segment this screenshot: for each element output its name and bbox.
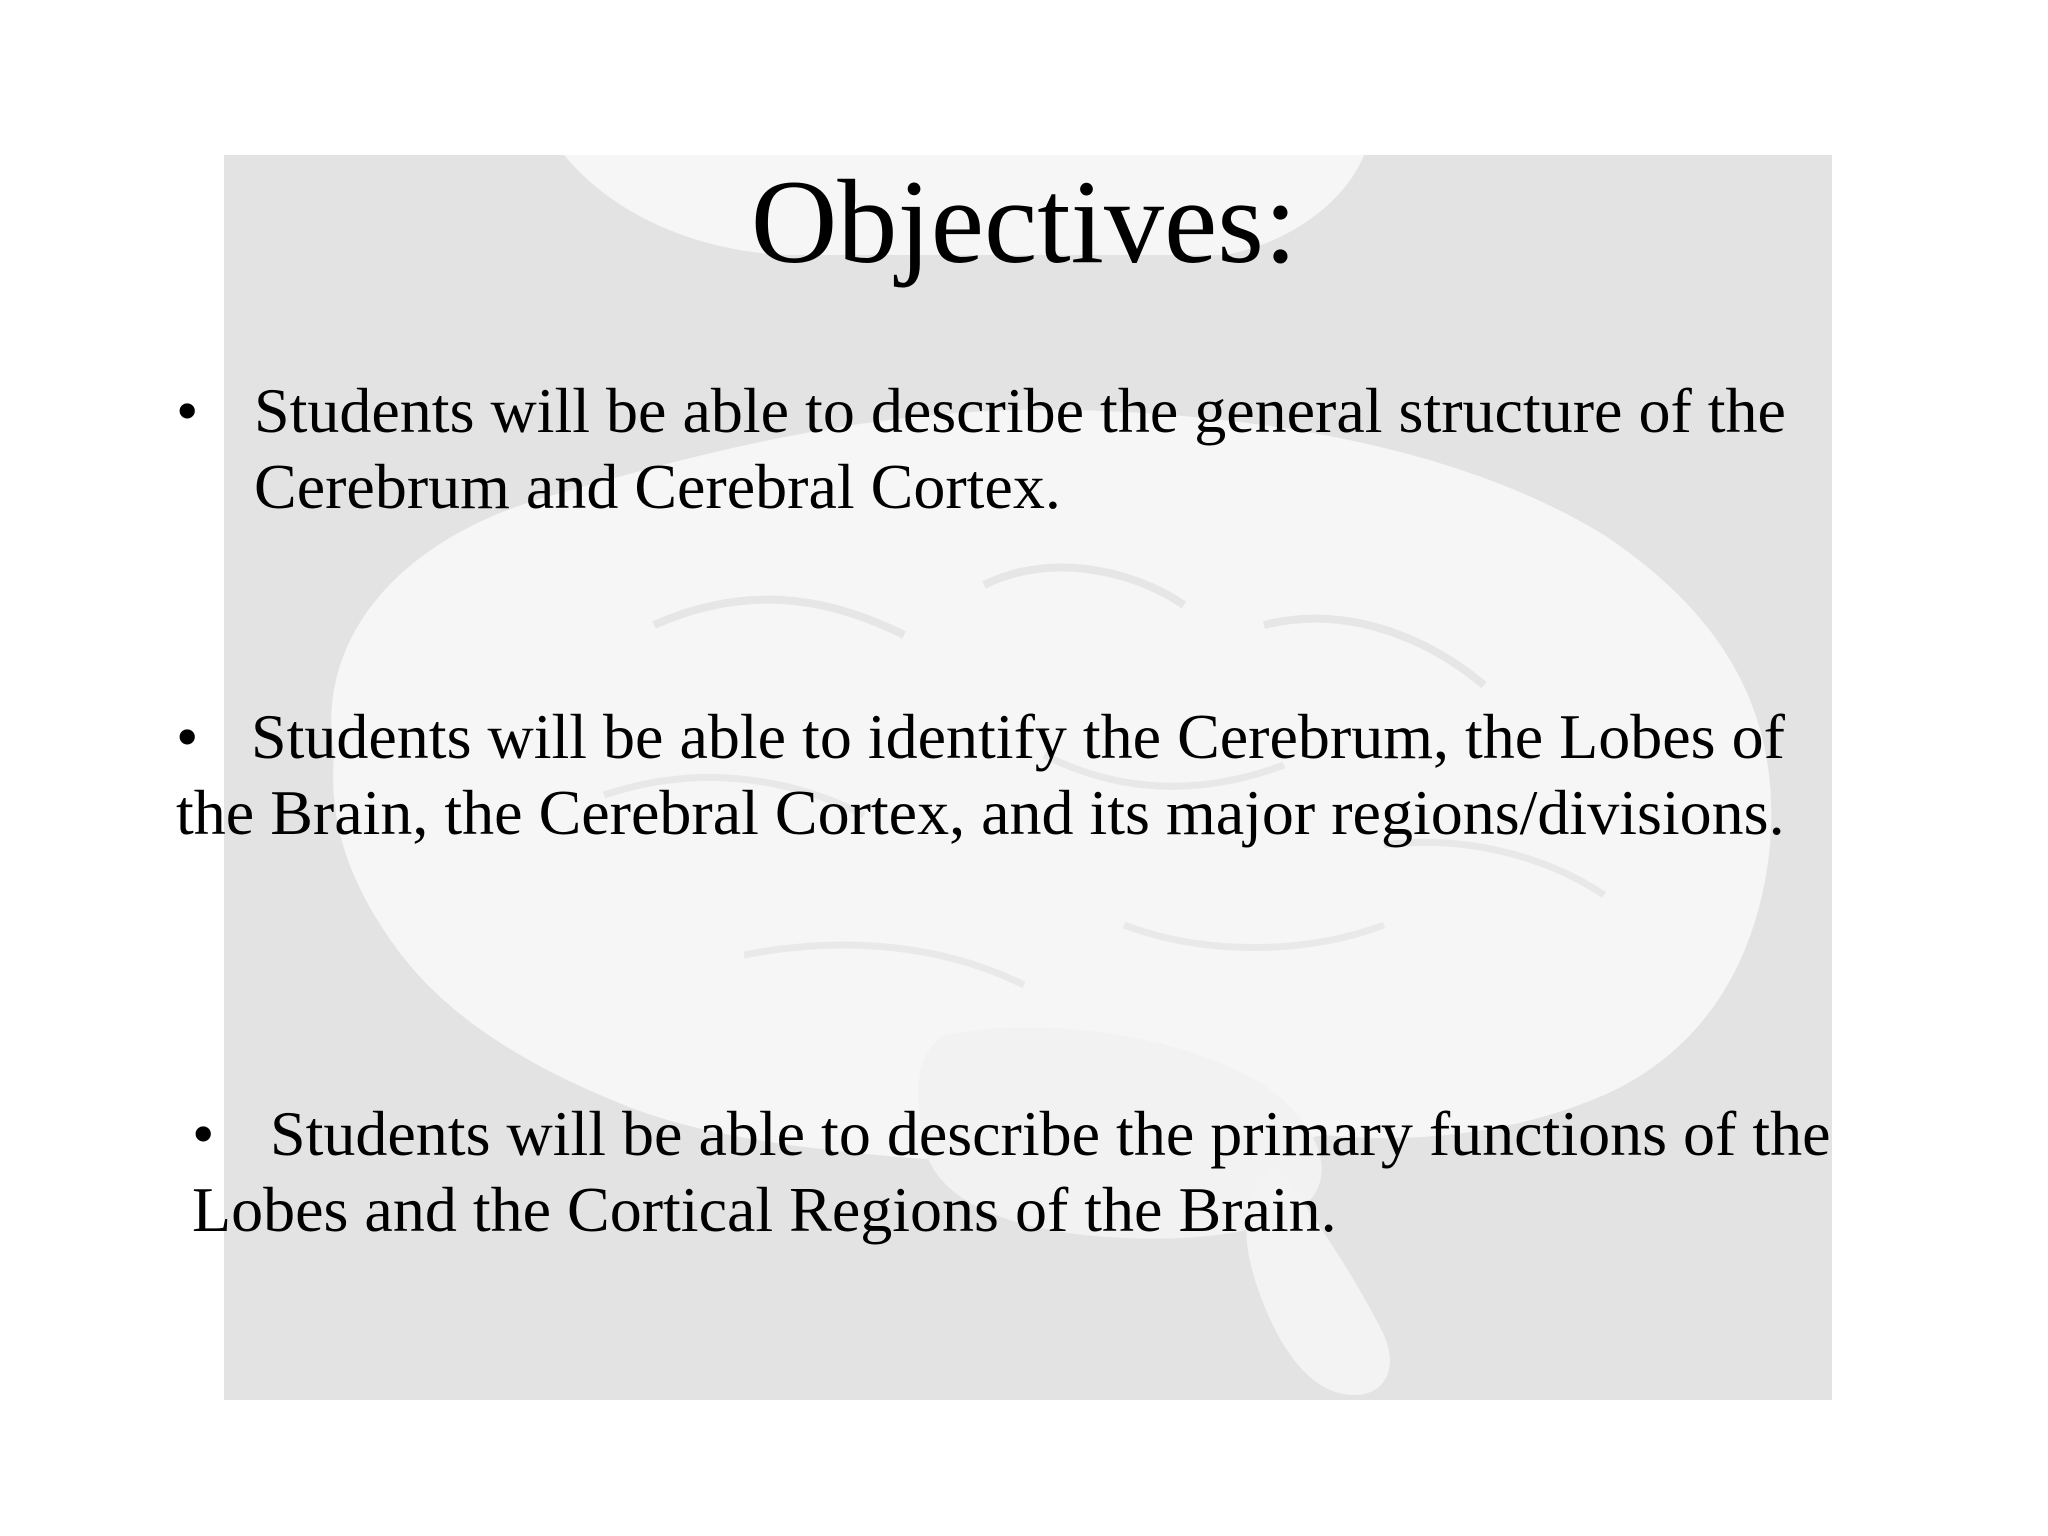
objective-item-3 [192, 1096, 1831, 1248]
objective-3-line-2: Lobes and the Cortical Regions of the Brain. [192, 1174, 1337, 1245]
objective-2-line-1: Students will be able to identify the Cerebrum, the Lobes of [251, 701, 1785, 772]
objective-3-line-1: Students will be able to describe the primary functions of the [270, 1098, 1831, 1169]
bullet-icon: • [192, 1098, 215, 1169]
objective-1-line-2: Cerebrum and Cerebral Cortex. [254, 451, 1061, 522]
bullet-icon: • [176, 375, 199, 446]
objective-item-2 [176, 699, 1785, 851]
objective-item-1 [176, 373, 1786, 525]
bullet-icon: • [176, 701, 199, 772]
slide-title: Objectives: [750, 155, 1298, 288]
objective-1-line-1: Students will be able to describe the general structure of the [254, 375, 1786, 446]
objective-2-line-2: the Brain, the Cerebral Cortex, and its major regions/divisions. [176, 777, 1785, 848]
